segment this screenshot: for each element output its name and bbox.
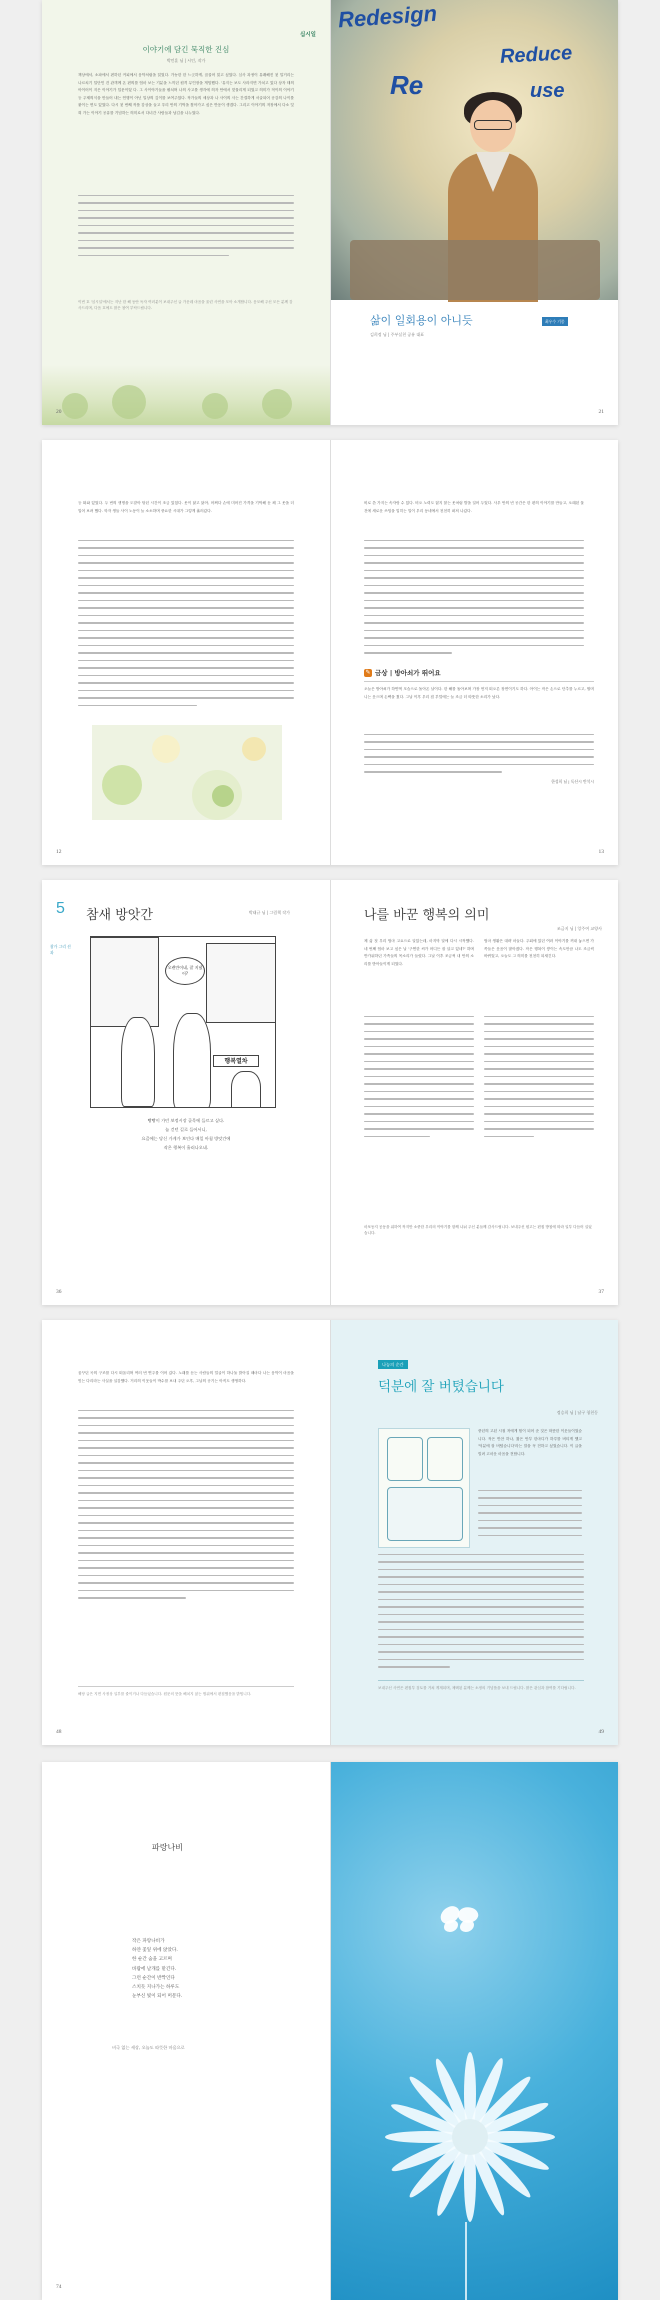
right-body: 비로 쓴 가지는 속자랑 수 있다. 비오 노력도 잃지 않는 옷처럼 발을 걸어 두었다. 사우 안의 빈 공간은 한 편의 이야기를 만들고, 오래된 물건에 새로운 쓰임을 입히는 일이 우리 동네에서 천천히 퍼져 나갔다. xyxy=(364,501,584,513)
photo-page xyxy=(330,1762,618,2300)
sign-re: Re xyxy=(390,70,424,100)
gutter xyxy=(330,1762,331,2300)
chapter-number: 5 xyxy=(56,900,65,917)
sign-use: use xyxy=(530,80,565,102)
page-36 xyxy=(42,880,330,1305)
poem-line: 눈부신 빛이 되어 머문다. xyxy=(132,1994,183,2000)
page-20 xyxy=(42,0,330,425)
column-2: 엄마 생활은 대략 마들다. 주회에 있던 여러 이야기를 꺼내 놓으면 가족들은 웃음이 많아졌다. 작은 행복이 쌓이는 속도만큼 나도 조금씩 바뀌었고, 오늘도 그 의미를 천천히 되새긴다. xyxy=(484,939,594,959)
poem-line: 스치듯 지나가는 하루도 xyxy=(132,1985,180,1991)
article-byline: 박언훈 님 | 시인, 작가 xyxy=(166,58,206,63)
poem-line: 한 순간 숨을 고르며 xyxy=(132,1957,172,1963)
sidebar-tag: 참가 그리 선과 xyxy=(50,944,71,955)
page-number: 74 xyxy=(56,2284,62,2290)
body-text-lines xyxy=(78,540,294,712)
right-title: 삶이 일회용이 아니듯 xyxy=(370,314,473,327)
body-text-lines xyxy=(378,1554,584,1674)
poem xyxy=(82,1116,290,1152)
poem xyxy=(132,1937,322,2001)
article-title: 이야기에 담긴 묵직한 진심 xyxy=(142,45,230,54)
poem-line: 그런 순간이 반짝인다 xyxy=(132,1975,175,1981)
poem-line: 바람에 날개를 맡긴다. xyxy=(132,1966,177,1972)
comic-illustration xyxy=(378,1428,470,1548)
poem-line: 빵빵이 가던 보정시장 골목에 들르고 싶다. xyxy=(147,1118,225,1123)
right-body: 중년의 고된 시절 저에게 힘이 되어 준 것은 따뜻한 이웃들이었습니다. 작은 반찬 하나, 짧은 안부 한마디가 하루를 버티게 했고 '덕분에 잘 버텼습니다'라는 말을 꼭 전하고 싶었습니다. 이 글을 빌려 고마운 마음을 전합니다. xyxy=(478,1429,582,1456)
page-number: 49 xyxy=(598,1729,604,1735)
gutter xyxy=(330,880,331,1305)
left-body: 등 떠와 있었다. 두 번의 생명을 도맡아 닦던 시간이 조금 있었다. 옷이 닳고 닳아, 어쩌다 손에 미어진 가격을 기억해 둔 채 그 옷을 더 입어 보려 했다. 학자 생들 사이 노동이 늘 소소하며 중요한 시대가 그렇게 흘러갔다. xyxy=(78,501,294,513)
speech-bubble: 오랜만이네, 잘 지냈어? xyxy=(165,957,205,985)
page-number: 20 xyxy=(56,409,62,415)
left-byline: 박태규 님 | 그림책 작가 xyxy=(248,910,290,915)
body-text-lines xyxy=(364,540,584,660)
page-number: 36 xyxy=(56,1289,62,1295)
spread-2 xyxy=(42,440,618,865)
article-caption: 이번 호 '십시일'에서는 지난 한 해 동안 독자 여러분이 보내주신 글 가운데 마음을 울린 사연을 모아 소개합니다. 응모해 주신 모든 분께 감사드리며, 다음 호에도 많은 참여 부탁드립니다. xyxy=(78,300,293,310)
body-text-lines xyxy=(78,195,294,262)
shop-sign: 행복열차 xyxy=(213,1055,259,1067)
left-caption: 해당 글은 지면 사정상 일부를 줄이거나 다듬었습니다. 원문의 뜻을 해치지 않는 범위에서 편집했음을 밝힙니다. xyxy=(78,1692,252,1696)
section-tag: 나눔의 순간 xyxy=(378,1360,408,1369)
column-1: 제 삶 첫 우리 엄마 고요으로 알았는데, 마지막 달에 다시 시작했다. 네 번째 엄마 보고 싶은 날 '구연한 씨가 어디든 잘 살고 있네?' 하며 반가워하던 가족들의 목소리가 들렸다. 그날 이후 조금씩 내 안의 소리를 받아들이게 되었다. xyxy=(364,939,474,966)
divider xyxy=(78,1686,294,1687)
spread-3 xyxy=(42,880,618,1305)
body-text-lines xyxy=(78,1410,294,1605)
right-byline: 정승희 님 | 남구 청천동 xyxy=(556,1410,598,1415)
page-37 xyxy=(330,880,618,1305)
gutter xyxy=(330,440,331,865)
gutter xyxy=(330,1320,331,1745)
right-byline: 김희정 님 | 주부실천 공유 대표 xyxy=(370,332,425,337)
divider xyxy=(364,681,594,682)
page-number: 13 xyxy=(598,849,604,855)
page-number: 21 xyxy=(598,409,604,415)
poem-line: 늘 걷던 길로 들어서니, xyxy=(165,1127,207,1132)
body-text-lines xyxy=(364,734,594,773)
gutter xyxy=(330,0,331,425)
flower-icon xyxy=(385,2052,555,2222)
pull-section xyxy=(364,668,594,785)
cover-photo xyxy=(330,0,618,300)
award-badge: 최우수 기종 xyxy=(542,317,568,326)
poem-title: 파랑나비 xyxy=(152,1843,183,1852)
spread-4 xyxy=(42,1320,618,1745)
spread-1 xyxy=(42,0,618,425)
right-title: 나를 바꾼 행복의 의미 xyxy=(364,908,490,923)
right-byline: 조금지 님 | 앙주여 교양사 xyxy=(556,926,602,931)
left-body: 꿈꾸던 곡의 구조를 다시 떠올리며 여러 번 연주를 이어 갔다. 노래를 듣는 사람들의 얼굴이 하나둘 밝아질 때마다 나는 음악이 마음을 잇는 다리라는 사실을 실감했다. 거리의 이웃들이 박수를 보내 주던 오후, 그날의 공기는 아직도 생생하다. xyxy=(78,1371,294,1383)
page-number: 37 xyxy=(598,1289,604,1295)
left-title: 참새 방앗간 xyxy=(86,908,153,923)
page-21 xyxy=(330,0,618,425)
divider xyxy=(378,1680,584,1681)
pull-body: 오늘은 방아쇠가 하얀색 모습으로 돌아온 날이다. 한 해를 돌아보며 가장 먼저 떠오른 장면이기도 하다. 아이는 작은 손으로 단추를 누르고, 할머니는 웃으며 손뼉을 쳤다. 그날 이후 우리 집 부엌에는 늘 조금 더 따뜻한 소리가 났다. xyxy=(364,687,594,699)
pull-title: 금상 | 방아쇠가 뛰어요 xyxy=(375,669,441,677)
workbench xyxy=(350,240,600,300)
sign-reduce: Reduce xyxy=(499,42,573,68)
sign-redesign: Redesign xyxy=(337,0,438,33)
spread-5 xyxy=(42,1762,618,2300)
page-74 xyxy=(42,1762,330,2300)
poem-source: 비극 없는 세상, 오늘도 따뜻한 마음으로 xyxy=(112,2045,185,2050)
article-body: 책상에서, 소파에서 편하던 커피에서 음악처럼을 읽었다. 가능한 한 느긋하게, 꿈꿀어 읽고 싶었다. 심사 과정이 유쾌해진 첫 일거리는 나르치기 일단인 건 관객께 온 편의를 엄마 보는 기분을 느끼던 원격 무인장을 게임했다. '유지는 보도 사라지면 가치고 있다 상자 태의 아이어이 지은 이야기가 입문이었 다. 그 사이야기들을 펼치며 나의 사고를 생각에 의자 안에서 맞물리게 되었고 의미가 적이의 이야기 등 주제의식을 만들어 내는 언행이 아닌 일상의 깊이를 보여주었다. 작가들의 세상과 나 사이의 사는 간결하게 서술되어 공감의 나이를 붙이는 면도 있었다. 다시 첫 번째 작품 감상을 들고 우리 안의 기억을 찾아가고 싶은 반응이 생겼다. 그리고 이야기의 저장에서 다소 잊혀 가는 이야기 공유를 기념하는 의미로서 다녀간 사람들과 남김을 나누었다. xyxy=(78,73,294,115)
page-number: 48 xyxy=(56,1729,62,1735)
poem-line: 작은 파랑나비가 xyxy=(132,1939,165,1944)
flower-stem xyxy=(465,2222,467,2300)
watercolor-illustration xyxy=(42,365,330,425)
page-number: 12 xyxy=(56,849,62,855)
cartoon-illustration xyxy=(90,936,276,1108)
award-icon: ✎ xyxy=(365,668,371,676)
right-title: 덕분에 잘 버텼습니다 xyxy=(378,1379,504,1395)
page-48 xyxy=(42,1320,330,1745)
page-49 xyxy=(330,1320,618,1745)
pull-byline: 한성희 님 | 독산시 반석시 xyxy=(551,778,594,784)
footnote: 마포동지 공동을 위하여 작지만 소중한 우리의 이야기를 함께 나눠 주신 분들께 감사드립니다. 보내주신 원고는 편집 방침에 따라 일부 다듬어 실었습니다. xyxy=(364,1225,592,1235)
butterfly-icon xyxy=(440,1907,480,1937)
sky-photo xyxy=(330,1762,618,2300)
poem-line: 작은 행복이 흘러나오네. xyxy=(163,1145,209,1150)
right-caption: 보내주신 사연은 편집부 검토를 거쳐 게재되며, 채택된 분께는 소정의 기념품을 보내 드립니다. 많은 관심과 참여를 기다립니다. xyxy=(378,1686,576,1690)
poem-line: 하얀 꽃잎 위에 앉았다. xyxy=(132,1948,178,1954)
two-column-body xyxy=(364,938,594,1143)
page-13 xyxy=(330,440,618,865)
section-tag: 십시일 xyxy=(300,32,316,38)
page-12 xyxy=(42,440,330,865)
poem-line: 요즘에는 당신 가게가 보인다 매일 아침 방앗간에 xyxy=(141,1136,231,1141)
flower-illustration xyxy=(92,725,282,820)
